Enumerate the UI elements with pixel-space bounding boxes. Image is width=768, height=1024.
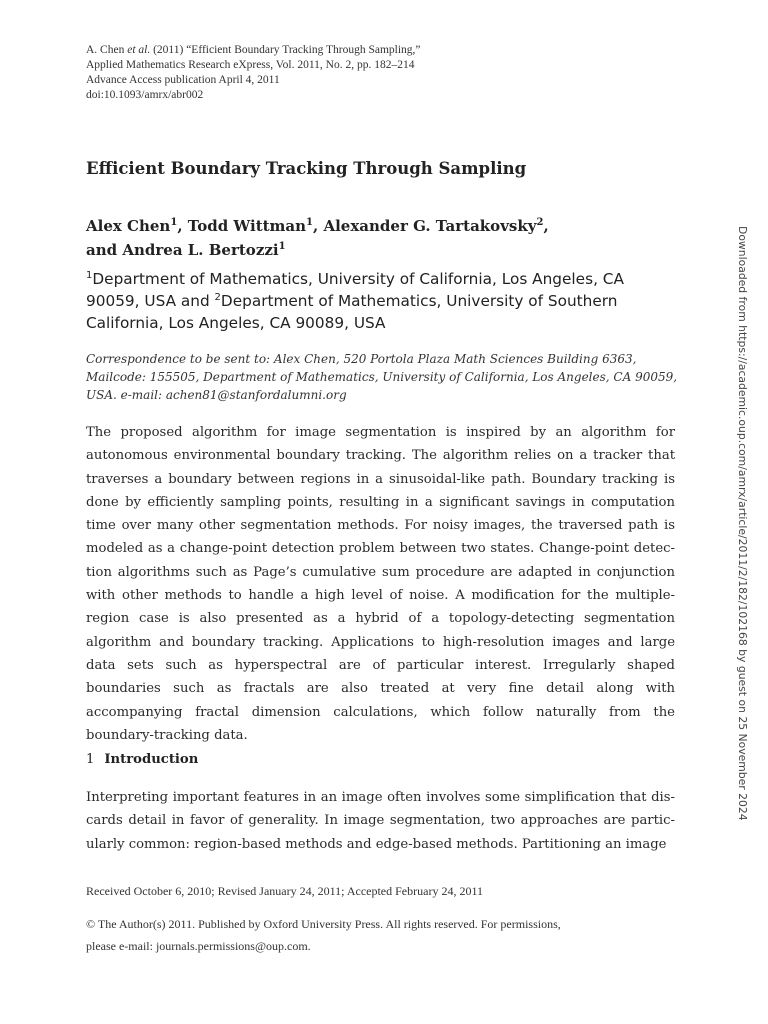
abstract: The proposed algorithm for image segmentation is inspired by an algorithm for autonomous environmental boundary tracking. The algorithm relies on a tracker that traverses a boundary between regions in a sinusoidal-like path. Boundary tracking is done by efficiently sampling points, resulting in a significant savings in computation time over many other segmentation methods. For noisy images, the traversed path is modeled as a change-point detection problem between two states. Change-point detection algorithms such as Page’s cumulative sum procedure are adapted in conjunction with other methods to handle a high level of noise. A modification for the multiple-region case is also presented as a hybrid of a topology-detecting segmentation algorithm and boundary tracking. Applications to high-resolution images and large data sets such as hyperspectral are of particular interest. Irregularly shaped boundaries such as fractals are also treated at very fine detail along with accompanying fractal dimension calculations, which follow naturally from the boundary-tracking data. (86, 425, 675, 743)
section-title: Introduction (104, 752, 199, 767)
section-number: 1 (86, 752, 95, 767)
author-1: Alex Chen$^1$, (86, 217, 188, 235)
correspondence-note: Correspondence to be sent to: Alex Chen, 520 Portola Plaza Math Sciences Building 6363, Mailcode: 155505, Department of Mathematics, University of California, Los Angeles, CA 90059, USA. e-mail: achen81@stanfordalumni.org (86, 352, 678, 402)
intro-paragraph: Interpreting important features in an image often involves some simplification that discards detail in favor of generality. In image segmentation, two approaches are particularly common: region-based methods and edge-based methods. Partitioning an image (86, 790, 675, 852)
author-list (86, 214, 646, 262)
author-4: and Andrea L. Bertozzi$^1$ (86, 241, 286, 259)
section-heading (86, 752, 198, 767)
citation-line-1: A. Chen et al. (2011) “Efficient Boundary Tracking Through Sampling,” (86, 44, 421, 56)
author-2: Todd Wittman$^1$, (187, 217, 324, 235)
author-3: Alexander G. Tartakovsky$^2$, (323, 217, 549, 235)
doi-link[interactable]: doi:10.1093/amrx/abr002 (86, 89, 204, 101)
citation-line-2: Applied Mathematics Research eXpress, Vol. 2011, No. 2, pp. 182–214 (86, 59, 415, 71)
footer (86, 884, 686, 957)
paper-title: Efficient Boundary Tracking Through Sampling (86, 159, 527, 178)
citation-line-3: Advance Access publication April 4, 2011 (86, 74, 280, 86)
citation-block (86, 43, 421, 103)
copyright-line-1: © The Author(s) 2011. Published by Oxford University Press. All rights reserved. For permissions, (86, 917, 561, 931)
download-watermark: Downloaded from https://academic.oup.com/amrx/article/2011/2/182/102168 by guest on 25 November 2024 (736, 226, 749, 821)
received-dates: Received October 6, 2010; Revised January 24, 2011; Accepted February 24, 2011 (86, 884, 484, 898)
copyright-line-2: please e-mail: journals.permissions@oup.com. (86, 939, 311, 953)
affiliations: $^1$Department of Mathematics, University of California, Los Angeles, CA 90059, USA and $^2$Department of Mathematics, University of Southern California, Los Angeles, CA 90089, USA (86, 269, 624, 332)
